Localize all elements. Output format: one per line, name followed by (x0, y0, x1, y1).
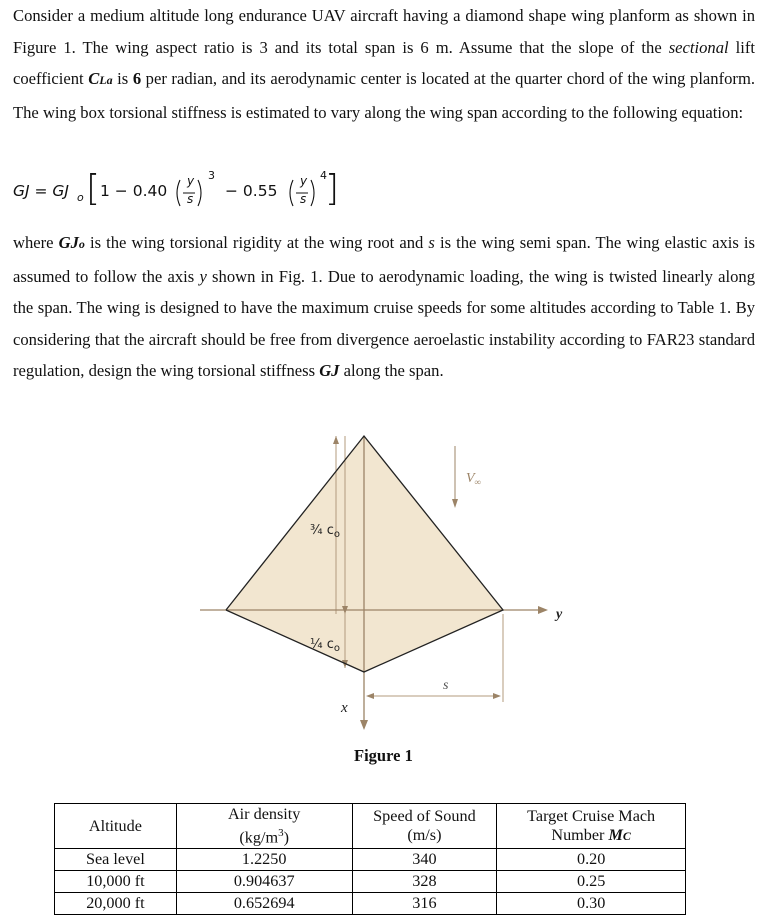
cell-mach: 0.30 (497, 893, 686, 915)
cell-sound: 316 (352, 893, 497, 915)
gjo-letters: GJ (58, 233, 79, 252)
header-density-unit: (kg/m (239, 828, 279, 847)
span-arrow-left (366, 693, 374, 699)
eq-lhs-sub: o (77, 191, 84, 204)
header-sound (352, 804, 497, 849)
wing-planform-figure (200, 430, 580, 730)
x-axis-arrow (360, 720, 368, 730)
cla-symbol (88, 69, 112, 88)
figure-caption: Figure 1 (354, 746, 413, 765)
header-density-exp: 3 (278, 826, 284, 839)
header-density-line1: Air density (227, 804, 301, 823)
header-altitude (55, 804, 177, 849)
cell-mach: 0.25 (497, 871, 686, 893)
desc-text-4: shown in Fig. 1. Due to aerodynamic loading, the wing is twisted linearly along the span. The wing is designed to have the maximum cruise speeds for some altitudes according to Table 1. By considering that the aircraft should be free from divergence aeroelastic instability according to FAR23 standard regulation, design the wing torsional stiffness (13, 266, 755, 381)
stiffness-equation (13, 170, 433, 220)
cla-subscript: La (99, 73, 113, 88)
y-axis-var: y (199, 266, 207, 286)
desc-text-1: where (13, 233, 59, 252)
header-sound-line1: Speed of Sound (373, 807, 476, 825)
table-row (55, 893, 686, 915)
gjo-symbol (59, 233, 85, 252)
cla-value: 6 (132, 69, 142, 89)
eq-term2: − 0.55 (225, 182, 278, 200)
intro-text: Consider a medium altitude long endurance UAV aircraft having a diamond shape wing planform as shown in Figure 1. The wing aspect ratio is 3 and its total span is 6 m. Assume that the slope of the (13, 6, 755, 57)
cla-letter: C (88, 69, 100, 89)
eq-frac1-den: s (187, 192, 194, 206)
intro-text-4: per radian, and its aerodynamic center is located at the quarter chord of the wing planform. The wing box torsional stiffness is estimated to vary along the wing span according to the following equation: (13, 69, 755, 122)
eq-frac2-den: s (300, 192, 307, 206)
table-row (55, 849, 686, 871)
desc-text-3: is the wing semi span. The wing elastic axis is assumed to follow the axis (13, 233, 755, 286)
three-quarter-label: ¾ $c_o$ (310, 523, 341, 540)
gj-symbol: GJ (319, 361, 340, 381)
cell-mach: 0.20 (497, 849, 686, 871)
cell-density: 0.904637 (176, 871, 352, 893)
header-mach-line1: Target Cruise Mach (527, 806, 656, 825)
cell-sound: 328 (352, 871, 497, 893)
mach-symbol (608, 826, 630, 844)
intro-text-3: is (112, 69, 133, 89)
cell-altitude: 20,000 ft (55, 893, 177, 915)
eq-frac1-num: y (187, 174, 195, 188)
freestream-label: $V_\infty$ (466, 471, 481, 487)
eq-left-bracket: [ (86, 168, 101, 209)
mach-m: M (608, 825, 623, 844)
cell-density: 0.652694 (176, 893, 352, 915)
table-header-row (55, 804, 686, 849)
intro-text-2: lift coefficient (13, 37, 755, 89)
desc-text-2: is the wing torsional rigidity at the wing root and (84, 233, 429, 252)
header-mach-line2: Number (551, 825, 609, 844)
header-density (176, 804, 352, 849)
x-axis-label: x (341, 700, 348, 716)
y-axis-label: y (556, 607, 563, 622)
header-mach (497, 804, 686, 849)
eq-term1: 1 − 0.40 (100, 182, 168, 200)
semi-span-var: s (428, 233, 435, 252)
eq-frac2-num: y (300, 174, 308, 188)
cell-density: 1.2250 (176, 849, 352, 871)
sectional-word: sectional (668, 37, 729, 57)
table-row (55, 871, 686, 893)
eq-lhs: GJ = GJ (13, 182, 70, 200)
semi-span-label: s (443, 678, 449, 693)
cruise-conditions-table (54, 803, 686, 915)
header-sound-unit: (m/s) (407, 826, 442, 844)
desc-text-5: along the span. (339, 361, 444, 381)
cell-sound: 340 (352, 849, 497, 871)
header-altitude-text: Altitude (88, 816, 142, 835)
gjo-subscript: o (78, 237, 85, 251)
span-arrow-right (493, 693, 501, 699)
quarter-label: ¼ $c_o$ (310, 637, 341, 654)
eq-exp-4: 4 (320, 169, 327, 182)
cell-altitude: 10,000 ft (55, 871, 177, 893)
dim-arrow-top (333, 436, 339, 444)
intro-paragraph (13, 0, 755, 128)
eq-exp-3: 3 (208, 169, 215, 182)
y-axis-arrow (538, 606, 548, 614)
description-paragraph (13, 227, 755, 387)
freestream-arrow (452, 499, 458, 508)
mach-c: C (622, 828, 631, 843)
header-density-close: ) (283, 828, 289, 847)
cell-altitude: Sea level (55, 849, 177, 871)
eq-right-bracket: ] (325, 168, 340, 209)
